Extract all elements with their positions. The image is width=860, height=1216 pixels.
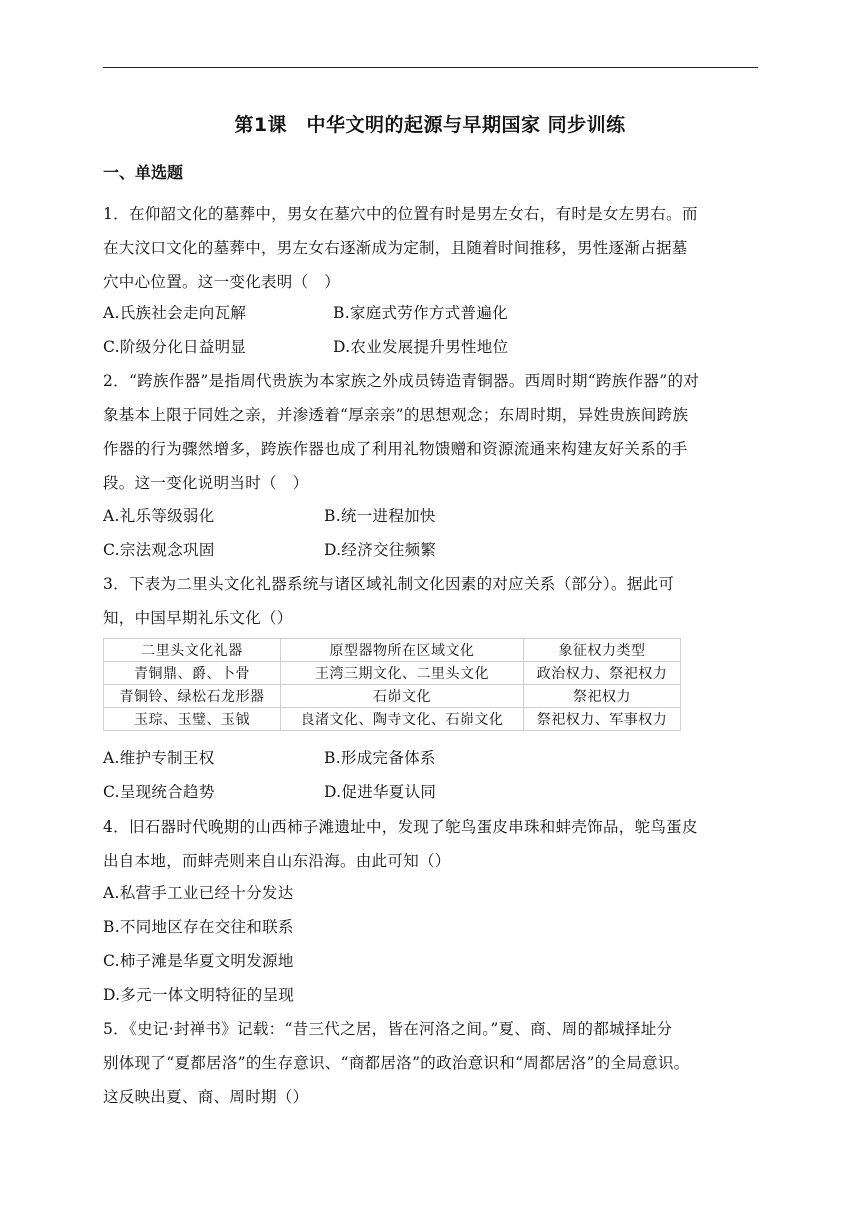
question-2-line-4: 段。这一变化说明当时（ ） — [103, 474, 309, 492]
question-4-option-b[interactable]: B.不同地区存在交往和联系 — [103, 918, 294, 936]
table-row — [104, 662, 681, 685]
table-cell: 祭祀权力、军事权力 — [524, 708, 681, 731]
question-1-line-1: 1．在仰韶文化的墓葬中，男女在墓穴中的位置有时是男左女右，有时是女左男右。而 — [103, 205, 698, 223]
question-2-line-1: 2．“跨族作器”是指周代贵族为本家族之外成员铸造青铜器。西周时期“跨族作器”的对 — [103, 372, 700, 390]
question-1-option-b[interactable]: B.家庭式劳作方式普遍化 — [333, 304, 508, 322]
table-row — [104, 685, 681, 708]
table-header-row — [104, 639, 681, 662]
question-3 — [103, 567, 763, 635]
question-3-line-2: 知，中国早期礼乐文化（） — [103, 609, 293, 627]
table-cell: 青铜鼎、爵、卜骨 — [104, 662, 281, 685]
question-3-option-d[interactable]: D.促进华夏认同 — [324, 783, 437, 801]
question-2-line-2: 象基本上限于同姓之亲，并渗透着“厚亲亲”的思想观念；东周时期，异姓贵族间跨族 — [103, 406, 689, 424]
question-1-line-2: 在大汶口文化的墓葬中，男左女右逐渐成为定制，且随着时间推移，男性逐渐占据墓 — [103, 239, 688, 257]
table-cell: 祭祀权力 — [524, 685, 681, 708]
table-cell: 政治权力、祭祀权力 — [524, 662, 681, 685]
question-4-line-2: 出自本地，而蚌壳则来自山东沿海。由此可知（） — [103, 852, 451, 870]
question-3-line-1: 3．下表为二里头文化礼器系统与诸区域礼制文化因素的对应关系（部分）。据此可 — [103, 575, 675, 593]
question-5-line-1: 5．《史记·封禅书》记载：“昔三代之居，皆在河洛之间。”夏、商、周的都城择址分 — [103, 1020, 673, 1038]
question-4-option-c[interactable]: C.柿子滩是华夏文明发源地 — [103, 952, 294, 970]
table-header-cell: 象征权力类型 — [524, 639, 681, 662]
question-1-line-3: 穴中心位置。这一变化表明（ ） — [103, 273, 341, 291]
table-cell: 玉琮、玉璧、玉钺 — [104, 708, 281, 731]
question-4-option-d[interactable]: D.多元一体文明特征的呈现 — [103, 986, 295, 1004]
question-4-line-1: 4．旧石器时代晚期的山西柿子滩遗址中，发现了鸵鸟蛋皮串珠和蚌壳饰品，鸵鸟蛋皮 — [103, 818, 698, 836]
question-1-option-d[interactable]: D.农业发展提升男性地位 — [333, 338, 509, 356]
question-5-line-2: 别体现了“夏都居洛”的生存意识、“商都居洛”的政治意识和“周都居洛”的全局意识。 — [103, 1054, 690, 1072]
question-4 — [103, 810, 763, 878]
table-header-cell: 二里头文化礼器 — [104, 639, 281, 662]
question-1-option-c[interactable]: C.阶级分化日益明显 — [103, 338, 247, 356]
header-rule — [103, 67, 758, 68]
question-2-option-d[interactable]: D.经济交往频繁 — [324, 541, 437, 559]
table-cell: 石峁文化 — [281, 685, 524, 708]
question-3-option-c[interactable]: C.呈现统合趋势 — [103, 783, 215, 801]
question-5-line-3: 这反映出夏、商、周时期（） — [103, 1088, 309, 1106]
question-2-option-a[interactable]: A.礼乐等级弱化 — [103, 507, 215, 525]
question-3-option-b[interactable]: B.形成完备体系 — [324, 749, 436, 767]
question-2-line-3: 作器的行为骤然增多，跨族作器也成了利用礼物馈赠和资源流通来构建友好关系的手 — [103, 440, 688, 458]
table-header-cell: 原型器物所在区域文化 — [281, 639, 524, 662]
ritual-vessel-table — [103, 638, 681, 731]
question-2 — [103, 364, 763, 500]
question-2-option-b[interactable]: B.统一进程加快 — [324, 507, 436, 525]
table-cell: 良渚文化、陶寺文化、石峁文化 — [281, 708, 524, 731]
question-5 — [103, 1012, 763, 1114]
question-3-option-a[interactable]: A.维护专制王权 — [103, 749, 215, 767]
page-title: 第1课 中华文明的起源与早期国家 同步训练 — [234, 114, 626, 136]
section-heading: 一、单选题 — [103, 163, 184, 182]
table-cell: 青铜铃、绿松石龙形器 — [104, 685, 281, 708]
question-2-option-c[interactable]: C.宗法观念巩固 — [103, 541, 215, 559]
table-row — [104, 708, 681, 731]
question-4-option-a[interactable]: A.私营手工业已经十分发达 — [103, 884, 294, 902]
question-1-option-a[interactable]: A.氏族社会走向瓦解 — [103, 304, 247, 322]
table-cell: 王湾三期文化、二里头文化 — [281, 662, 524, 685]
question-1 — [103, 197, 763, 299]
